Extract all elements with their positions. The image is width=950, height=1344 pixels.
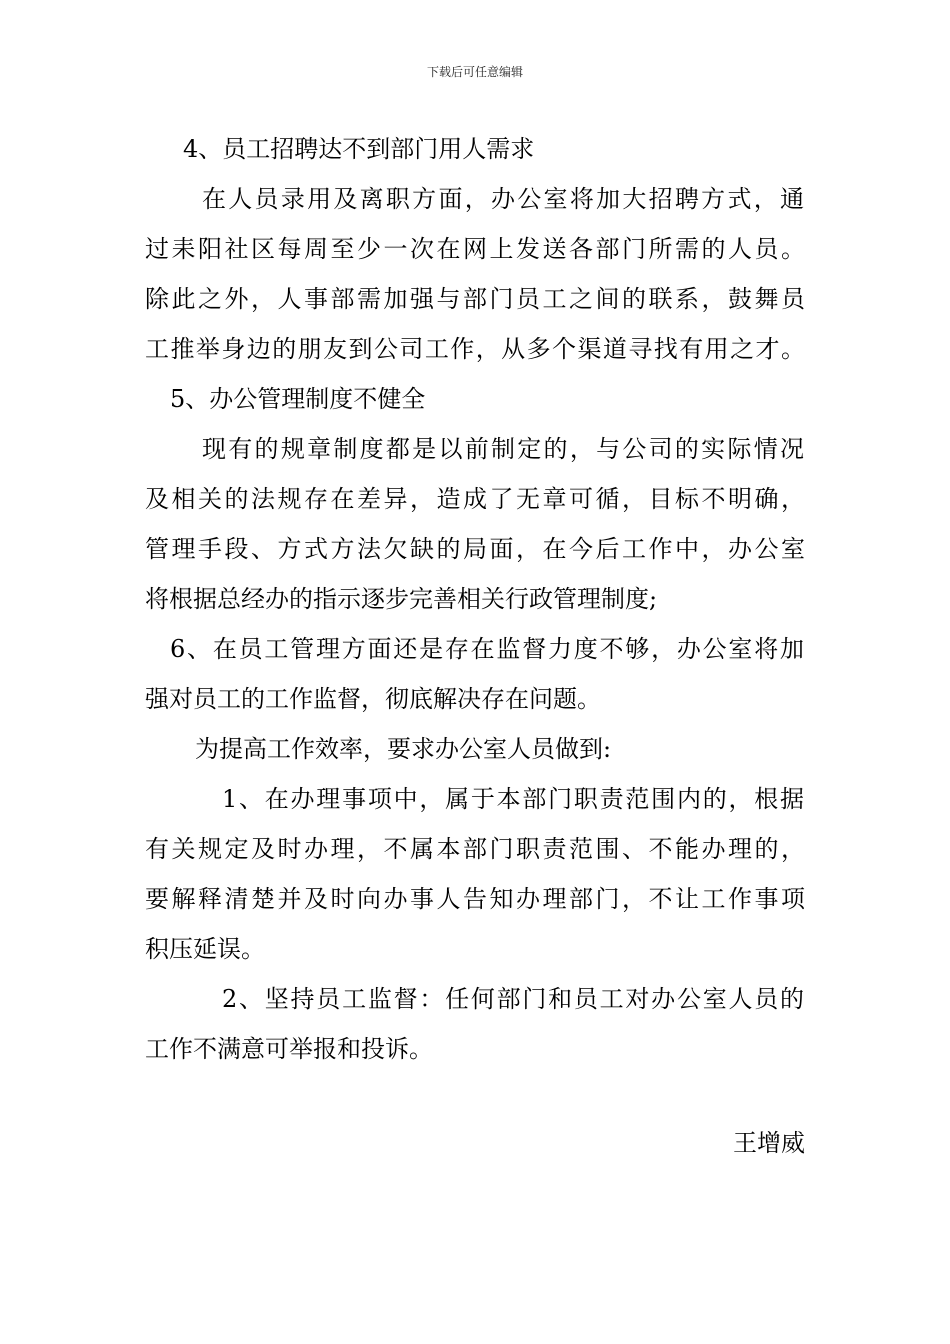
paragraph-line: 将根据总经办的指示逐步完善相关行政管理制度; [145,585,658,613]
paragraph-line: 2、坚持员工监督：任何部门和员工对办公室人员的 [222,985,804,1013]
paragraph-line: 要解释清楚并及时向办事人告知办理部门，不让工作事项 [145,885,805,913]
paragraph-line: 工推举身边的朋友到公司工作，从多个渠道寻找有用之才。 [145,335,805,363]
paragraph-line: 有关规定及时办理，不属本部门职责范围、不能办理的， [145,835,805,863]
paragraph-line: 强对员工的工作监督，彻底解决存在问题。 [145,685,601,713]
paragraph-line: 积压延误。 [145,935,265,963]
heading-office-rules: 5、办公管理制度不健全 [170,385,426,413]
paragraph-line: 6、在员工管理方面还是存在监督力度不够，办公室将加 [170,635,804,663]
paragraph-line: 在人员录用及离职方面，办公室将加大招聘方式，通 [202,185,804,213]
paragraph-line: 1、在办理事项中，属于本部门职责范围内的，根据 [222,785,804,813]
paragraph-line: 为提高工作效率，要求办公室人员做到: [195,735,612,763]
signature-name: 王增威 [733,1129,805,1157]
paragraph-line: 除此之外，人事部需加强与部门员工之间的联系，鼓舞员 [145,285,805,313]
paragraph-line: 现有的规章制度都是以前制定的，与公司的实际情况 [202,435,804,463]
heading-recruitment: 4、员工招聘达不到部门用人需求 [183,135,535,163]
paragraph-line: 过耒阳社区每周至少一次在网上发送各部门所需的人员。 [145,235,805,263]
paragraph-line: 工作不满意可举报和投诉。 [145,1035,433,1063]
paragraph-line: 及相关的法规存在差异，造成了无章可循，目标不明确， [145,485,805,513]
paragraph-line: 管理手段、方式方法欠缺的局面，在今后工作中，办公室 [145,535,805,563]
page-header: 下载后可任意编辑 [426,65,523,79]
